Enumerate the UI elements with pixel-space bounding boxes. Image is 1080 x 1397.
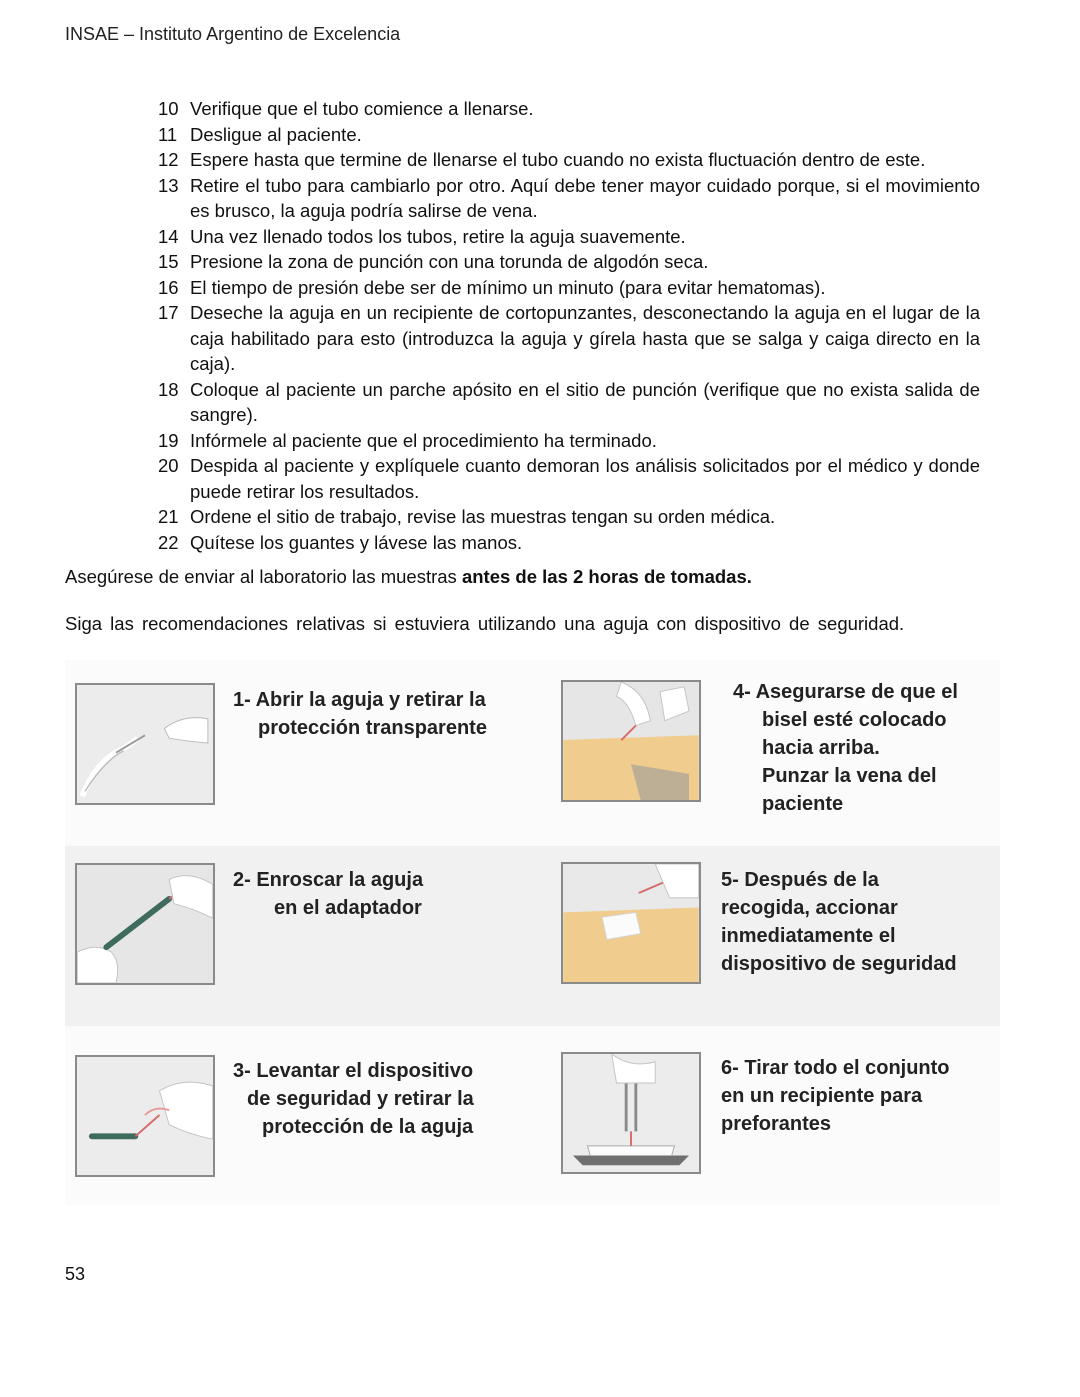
step-3-illustration	[75, 1055, 215, 1177]
step-4-caption	[733, 678, 958, 818]
caption-line: 4- Asegurarse de que el	[733, 681, 958, 703]
caption-line: preforantes	[721, 1113, 832, 1135]
caption-line: 3- Levantar el dispositivo	[233, 1060, 474, 1082]
caption-line: recogida, accionar	[721, 897, 898, 919]
caption-line: en el adaptador	[274, 897, 422, 919]
caption-line: 1- Abrir la aguja y retirar la	[233, 689, 486, 711]
step-number: 20	[158, 455, 179, 476]
caption-line: hacia arriba.	[762, 737, 880, 759]
step-2-caption	[233, 866, 423, 922]
step-number: 14	[158, 225, 179, 247]
step-text: Presione la zona de punción con una torunda de algodón seca.	[190, 251, 709, 272]
caption-line: Punzar la vena del	[762, 765, 937, 787]
step-number: 19	[158, 429, 179, 451]
step-text: Ordene el sitio de trabajo, revise las muestras tengan su orden médica.	[190, 506, 776, 527]
list-item	[150, 249, 980, 275]
step-text: Quítese los guantes y lávese las manos.	[190, 531, 523, 553]
step-6-caption	[721, 1054, 950, 1138]
step-number: 21	[158, 506, 179, 527]
step-3-caption	[233, 1057, 474, 1141]
list-item	[150, 530, 980, 556]
sharps-container-icon	[563, 1054, 699, 1172]
puncture-vein-icon	[563, 682, 699, 800]
step-number: 16	[158, 276, 179, 298]
step-5-caption	[721, 866, 957, 978]
step-text: El tiempo de presión debe ser de mínimo un minuto (para evitar hematomas).	[190, 276, 826, 298]
caption-line: paciente	[762, 793, 844, 815]
list-item	[150, 300, 980, 377]
step-6-illustration	[561, 1052, 701, 1174]
caption-line: bisel esté colocado	[762, 709, 947, 731]
list-item	[150, 96, 980, 122]
caption-line: protección transparente	[258, 717, 487, 739]
step-text: Deseche la aguja en un recipiente de cortopunzantes, desconectando la aguja en el lugar de la caja habilitado para esto (introduzca la aguja y gírela hasta que se salga y caiga directo en la caja).	[190, 302, 980, 374]
step-number: 12	[158, 149, 179, 170]
step-text: Verifique que el tubo comience a llenarse.	[190, 98, 534, 119]
screw-needle-icon	[77, 865, 213, 983]
list-item	[150, 147, 980, 173]
caption-line: 6- Tirar todo el conjunto	[721, 1057, 950, 1079]
list-item	[150, 173, 980, 224]
step-text: Coloque al paciente un parche apósito en el sitio de punción (verifique que no exista salida de sangre).	[190, 378, 980, 425]
list-item	[150, 224, 980, 250]
caption-line: protección de la aguja	[262, 1116, 474, 1138]
list-item	[150, 428, 980, 454]
page-number: 53	[65, 1264, 86, 1284]
step-text: Infórmele al paciente que el procedimiento ha terminado.	[190, 429, 657, 451]
caption-line: en un recipiente para	[721, 1085, 923, 1107]
caption-line: inmediatamente el	[721, 925, 896, 947]
list-item	[150, 377, 980, 428]
caption-line: de seguridad y retirar la	[247, 1088, 474, 1110]
step-1-caption	[233, 686, 487, 742]
step-5-illustration	[561, 862, 701, 984]
step-number: 18	[158, 378, 179, 400]
step-text: Retire el tubo para cambiarlo por otro. Aquí debe tener mayor cuidado porque, si el movimiento es brusco, la aguja podría salirse de vena.	[190, 174, 980, 221]
step-text: Espere hasta que termine de llenarse el tubo cuando no exista fluctuación dentro de este.	[190, 149, 926, 170]
caption-line: 2- Enroscar la aguja	[233, 869, 424, 891]
step-number: 15	[158, 251, 179, 272]
step-4-illustration	[561, 680, 701, 802]
step-number: 22	[158, 531, 179, 553]
step-text: Despida al paciente y explíquele cuanto demoran los análisis solicitados por el médico y donde puede retirar los resultados.	[190, 455, 980, 502]
list-item	[150, 275, 980, 301]
step-1-illustration	[75, 683, 215, 805]
list-item	[150, 504, 980, 530]
document-header: INSAE – Instituto Argentino de Excelencia	[65, 24, 401, 44]
caption-line: dispositivo de seguridad	[721, 953, 957, 975]
list-item	[150, 122, 980, 148]
lift-safety-device-icon	[77, 1057, 213, 1175]
recommendation-text: Siga las recomendaciones relativas si estuviera utilizando una aguja con dispositivo de seguridad.	[65, 613, 905, 634]
step-number: 11	[158, 123, 178, 145]
caption-line: 5- Después de la	[721, 869, 879, 891]
step-number: 13	[158, 174, 179, 196]
lab-delivery-note	[65, 566, 752, 588]
procedure-steps-list	[150, 96, 980, 555]
step-text: Una vez llenado todos los tubos, retire la aguja suavemente.	[190, 225, 686, 247]
activate-safety-device-icon	[563, 864, 699, 982]
step-number: 10	[158, 98, 179, 119]
hands-needle-icon	[77, 685, 213, 803]
note-text: Asegúrese de enviar al laboratorio las muestras	[65, 566, 462, 587]
safety-needle-steps-figure	[65, 660, 1000, 1205]
step-2-illustration	[75, 863, 215, 985]
step-text: Desligue al paciente.	[190, 123, 362, 145]
list-item	[150, 453, 980, 504]
note-bold-text: antes de las 2 horas de tomadas.	[461, 566, 752, 587]
step-number: 17	[158, 302, 179, 323]
